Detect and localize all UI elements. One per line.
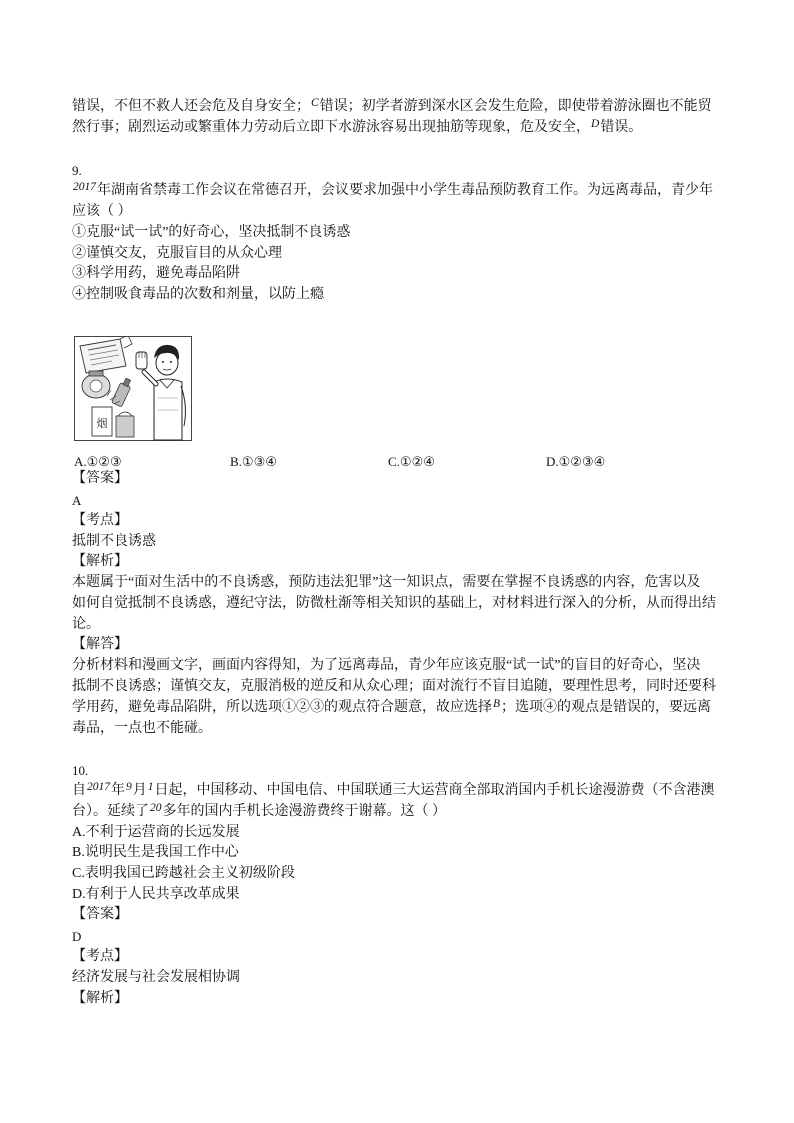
text-run: 年湖南省禁毒工作会议在常德召开，会议要求加强中小学生毒品预防教育工作。为远离毒品，青少年 [97,183,713,198]
cartoon-svg [74,336,192,441]
math-option-letter: B [493,698,501,710]
q9-solution-line-2: 抵制不良诱惑；谨慎交友，克服消极的逆反和从众心理；面对流行不盲目追随，要理性思考，同时还要科 [72,679,716,694]
text-run: 然行事；剧烈运动或繁重体力劳动后立即下水游泳容易出现抽筋等现象，危及安全， [72,120,590,135]
q9-stem-line-2: 应该（ ） [72,204,132,219]
q9-solution-line-4: 毒品，一点也不能碰。 [72,721,212,736]
q9-solution-label: 【解答】 [72,637,128,652]
q10-stem-line-1 [72,780,715,801]
q9-option-a: A.①②③ [74,454,122,469]
text-run: 学用药，避免毒品陷阱，所以选项①②③的观点符合题意，故应选择 [72,700,492,715]
q9-option-d: D.①②③④ [546,454,606,469]
text-run: 多年的国内手机长途漫游费终于谢幕。这（ ） [162,804,446,819]
text-run: ；选项④的观点是错误的，要远离 [501,700,712,715]
q9-solution-line-1: 分析材料和漫画文字，画面内容得知，为了远离毒品，青少年应该克服“试一试”的盲目的好奇心，坚决 [72,658,701,673]
math-option-letter: C [311,97,319,109]
q9-statement-2: ②谨慎交友，克服盲目的从众心理 [72,246,282,261]
q9-analysis-line-3: 论。 [72,617,100,632]
q9-cartoon-figure [74,336,192,441]
q10-answer-label: 【答案】 [72,907,128,922]
math-year: 2017 [73,181,96,193]
box-label: 烟 [96,417,108,430]
q9-analysis-line-1: 本题属于“面对生活中的不良诱惑，预防违法犯罪”这一知识点，需要在掌握不良诱惑的内容，危害以及 [72,575,701,590]
q9-stem-line-1 [72,180,713,201]
q9-answer: A [72,493,82,508]
q10-option-d: D.有利于人民共享改革成果 [72,887,240,902]
q9-analysis-label: 【解析】 [72,554,128,569]
math-year: 2017 [87,781,110,793]
text-run: 台）。延续了 [72,804,149,819]
text-run: 错误，不但不救人还会危及自身安全； [72,99,310,114]
q9-statement-1: ①克服“试一试”的好奇心，坚决抵制不良诱惑 [72,225,351,240]
text-run: 错误。 [600,120,643,135]
cigarette-box-drawing [92,407,112,436]
q10-answer: D [72,929,82,944]
q9-analysis-line-2: 如何自觉抵制不良诱惑，遵纪守法，防微杜渐等相关知识的基础上，对材料进行深入的分析，从而得出结 [72,596,716,611]
q9-answer-label: 【答案】 [72,471,128,486]
q9-option-b: B.①③④ [230,454,277,469]
q10-number: 10. [72,763,89,778]
text-run: 年 [111,783,125,798]
prev-analysis-line-2 [72,117,642,138]
text-run: 自 [72,783,86,798]
q10-analysis-label: 【解析】 [72,991,128,1006]
q9-statement-3: ③科学用药，避免毒品陷阱 [72,266,240,281]
q10-topic: 经济发展与社会发展相协调 [72,970,240,985]
prev-analysis-line-1 [72,96,712,117]
q10-option-a: A.不利于运营商的长远发展 [72,825,240,840]
q9-topic-label: 【考点】 [72,513,128,528]
q9-statement-4: ④控制吸食毒品的次数和剂量，以防上瘾 [72,287,324,302]
q9-solution-line-3 [72,697,711,718]
q10-option-c: C.表明我国已跨越社会主义初级阶段 [72,866,295,881]
math-option-letter: D [591,118,600,130]
math-day: 1 [147,781,154,793]
q10-option-b: B.说明民生是我国工作中心 [72,845,239,860]
q10-stem-line-2 [72,801,446,822]
q10-topic-label: 【考点】 [72,949,128,964]
math-month: 9 [126,781,132,793]
text-run: 错误；初学者游到深水区会发生危险，即使带着游泳圈也不能贸 [319,99,712,114]
math-years: 20 [150,802,162,814]
text-run: 月 [132,783,147,798]
q9-number: 9. [72,163,82,178]
text-run: 日起，中国移动、中国电信、中国联通三大运营商全部取消国内手机长途漫游费（不含港澳 [154,783,715,798]
q9-option-c: C.①②④ [388,454,435,469]
q9-topic: 抵制不良诱惑 [72,534,156,549]
